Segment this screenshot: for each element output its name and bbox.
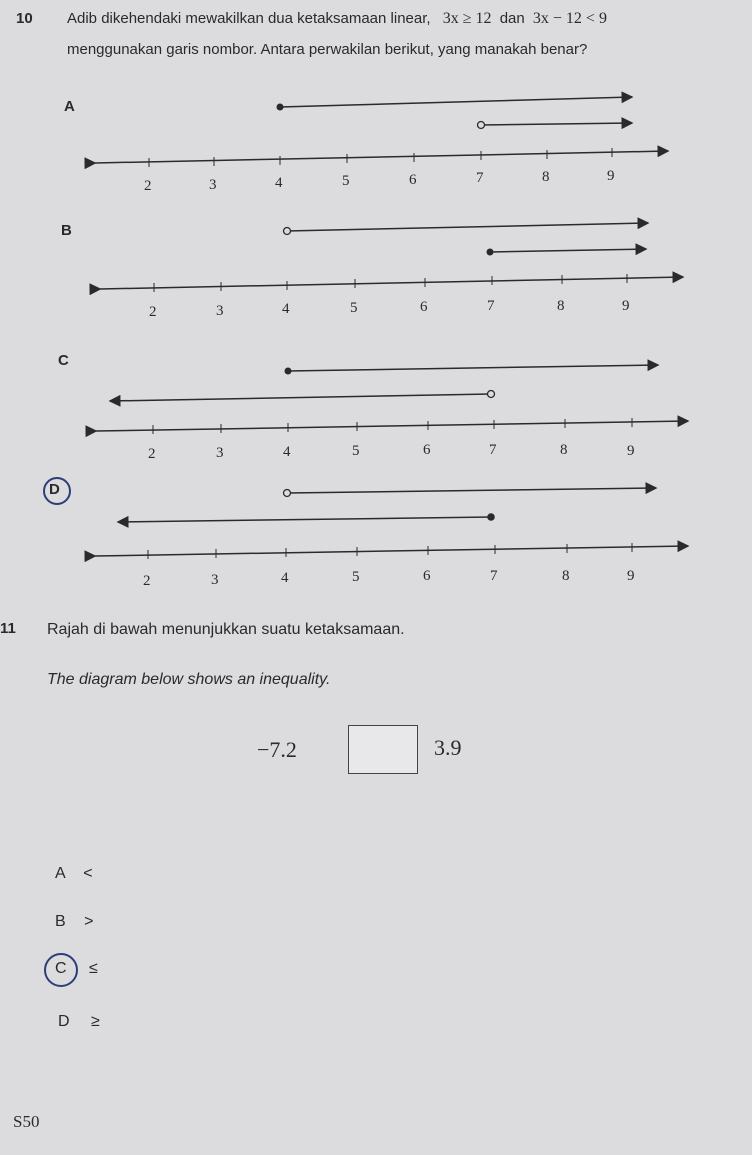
inequality-blank-box[interactable] — [348, 725, 418, 774]
tick-label: 7 — [490, 568, 498, 584]
option-c-closed-dot — [285, 368, 292, 375]
tick-label: 5 — [350, 300, 358, 316]
option-d-bottom-ray — [118, 517, 491, 522]
option-a-top-ray — [280, 97, 632, 107]
tick-label: 4 — [281, 570, 289, 586]
tick-label: 6 — [423, 568, 431, 584]
option-b-diagram[interactable] — [100, 223, 683, 320]
q11-option-c[interactable] — [55, 960, 98, 978]
less-equal-symbol: ≤ — [89, 960, 98, 977]
inequality-right-value: 3.9 — [434, 735, 462, 760]
option-a-diagram[interactable] — [95, 97, 668, 194]
option-b-closed-dot — [487, 249, 494, 256]
option-a-bottom-ray — [481, 123, 632, 125]
tick-label: 3 — [211, 572, 219, 588]
q10-option-b-label[interactable]: B — [61, 222, 72, 239]
option-d-diagram[interactable] — [95, 488, 688, 589]
tick-label: 7 — [487, 298, 495, 314]
question-10-intro: Adib dikehendaki mewakilkan dua ketaksamaan linear, — [67, 10, 431, 27]
tick-label: 8 — [557, 298, 565, 314]
conjunction: dan — [499, 10, 525, 27]
tick-label: 9 — [627, 568, 635, 584]
option-c-top-ray — [288, 365, 658, 371]
tick-label: 5 — [352, 569, 360, 585]
question-10-number: 10 — [16, 10, 33, 27]
tick-label: 2 — [148, 446, 156, 462]
tick-label: 9 — [607, 168, 615, 184]
option-c-open-dot — [488, 391, 495, 398]
tick-label: 4 — [282, 301, 290, 317]
tick-label: 6 — [423, 442, 431, 458]
tick-label: 6 — [409, 172, 417, 188]
q11-option-d-letter: D — [58, 1013, 70, 1030]
q11-option-c-letter: C — [55, 960, 67, 977]
q11-option-b[interactable] — [55, 913, 93, 931]
option-d-top-ray — [287, 488, 656, 493]
question-11-number: 11 — [0, 620, 16, 637]
option-a-open-dot — [478, 122, 485, 129]
tick-label: 3 — [209, 177, 217, 193]
q10-option-a-label[interactable]: A — [64, 98, 75, 115]
option-d-closed-dot — [487, 513, 495, 521]
tick-label: 5 — [352, 443, 360, 459]
tick-label: 3 — [216, 445, 224, 461]
option-a-closed-dot — [277, 104, 284, 111]
option-b-bottom-ray — [490, 249, 646, 252]
tick-label: 2 — [143, 573, 151, 589]
option-c-number-line — [96, 421, 688, 431]
option-a-number-line — [95, 151, 668, 163]
q11-option-a-letter: A — [55, 865, 65, 882]
tick-label: 7 — [476, 170, 484, 186]
greater-equal-symbol: ≥ — [91, 1013, 100, 1030]
tick-label: 8 — [542, 169, 550, 185]
option-b-top-ray — [287, 223, 648, 231]
tick-label: 4 — [283, 444, 291, 460]
q11-option-a[interactable] — [55, 865, 93, 883]
tick-label: 5 — [342, 173, 350, 189]
q10-option-d-label[interactable]: D — [49, 481, 60, 498]
question-10-text-line2: menggunakan garis nombor. Antara perwakilan berikut, yang manakah benar? — [67, 41, 588, 58]
tick-label: 6 — [420, 299, 428, 315]
greater-than-symbol: > — [84, 913, 94, 930]
page-code: S50 — [13, 1112, 40, 1131]
less-than-symbol: < — [83, 865, 93, 882]
tick-label: 2 — [144, 178, 152, 194]
tick-label: 8 — [560, 442, 568, 458]
question-11-text-english: The diagram below shows an inequality. — [47, 671, 331, 688]
q11-option-d[interactable] — [58, 1013, 100, 1031]
tick-label: 7 — [489, 442, 497, 458]
tick-label: 9 — [622, 298, 630, 314]
option-c-diagram[interactable] — [96, 365, 688, 462]
tick-label: 8 — [562, 568, 570, 584]
q11-option-b-letter: B — [55, 913, 66, 930]
inequality-left-value: −7.2 — [257, 737, 297, 762]
option-b-number-line — [100, 277, 683, 289]
tick-label: 9 — [627, 443, 635, 459]
q10-option-c-label[interactable]: C — [58, 352, 69, 369]
option-b-open-dot — [284, 228, 291, 235]
inequality-1: 3x ≥ 12 — [442, 10, 492, 27]
inequality-2: 3x − 12 < 9 — [532, 10, 607, 27]
option-d-open-dot — [284, 490, 291, 497]
question-11-text-malay: Rajah di bawah menunjukkan suatu ketaksamaan. — [47, 621, 405, 638]
tick-label: 4 — [275, 175, 283, 191]
tick-label: 2 — [149, 304, 157, 320]
option-d-number-line — [95, 546, 688, 556]
option-c-bottom-ray — [110, 394, 491, 401]
tick-label: 3 — [216, 303, 224, 319]
